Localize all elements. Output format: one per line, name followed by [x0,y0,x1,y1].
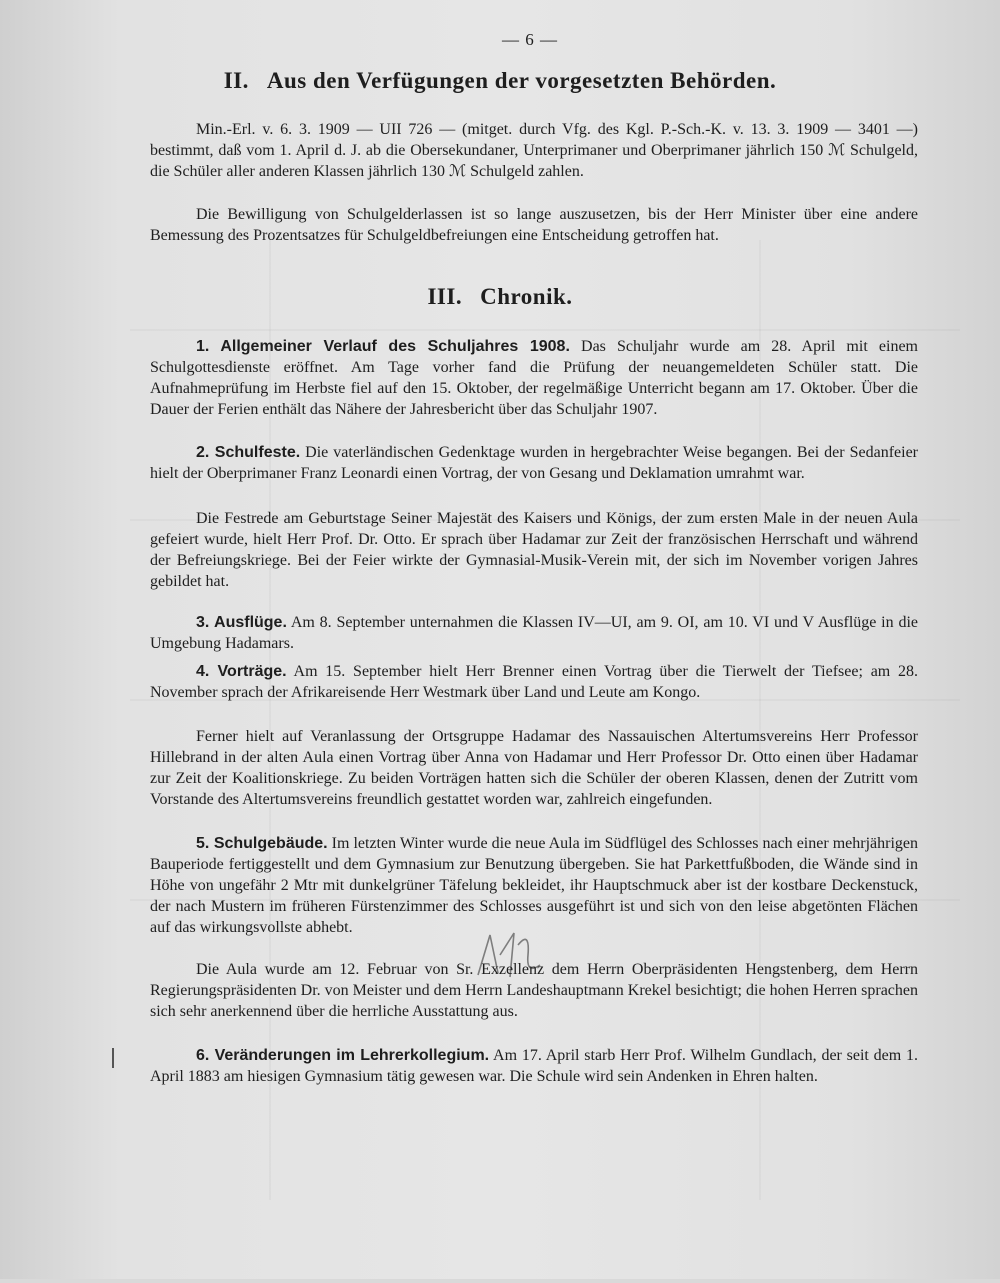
section-2-paragraph-1: Min.-Erl. v. 6. 3. 1909 — UII 726 — (mitget. durch Vfg. des Kgl. P.-Sch.-K. v. 13. 3. 1909 — 3401 —) bestimmt, daß vom 1. April d. J. ab die Obersekundaner, Unterprimaner und Oberprimaner jährlich 150 ℳ Schulgeld, die Schüler aller anderen Klassen jährlich 130 ℳ Schulgeld zahlen. [150,121,918,180]
chronik-item-2-heading: 2. Schulfeste. [196,444,301,461]
section-3-title: Chronik. [480,284,573,309]
chronik-item-1-heading: 1. Allgemeiner Verlauf des Schuljahres 1908. [196,338,570,355]
chronik-item-4 [150,661,918,703]
chronik-item-2-text: Die vaterländischen Gedenktage wurden in hergebrachter Weise begangen. Bei der Sedanfeier hielt der Oberprimaner Franz Leonardi einen Vortrag, der von Gesang und Deklamation umrahmt war. [150,444,918,482]
chronik-item-5 [150,833,918,938]
chronik-item-6 [150,1045,918,1087]
page-number: — 6 — [502,30,558,49]
chronik-item-1 [150,336,918,420]
section-3-heading [0,284,1000,310]
chronik-item-2 [150,442,918,484]
chronik-item-4b-text: Ferner hielt auf Veranlassung der Ortsgruppe Hadamar des Nassauischen Altertumsvereins Herr Professor Hillebrand in der alten Aula einen Vortrag über Anna von Hadamar und Herr Professor Dr. Otto einen über Hadamar zur Zeit der Koalitionskriege. Zu beiden Vorträgen hatten sich die Schüler der oberen Klassen, denen der Zutritt vom Vorstande des Altertumsvereins freundlich gestattet worden war, zahlreich eingefunden. [150,728,918,808]
section-2-heading [0,68,1000,94]
chronik-item-4-text: Am 15. September hielt Herr Brenner einen Vortrag über die Tierwelt der Tiefsee; am 28. November sprach der Afrikareisende Herr Westmark über Land und Leute am Kongo. [150,663,919,701]
chronik-item-6-text: Am 17. April starb Herr Prof. Wilhelm Gundlach, der seit dem 1. April 1883 am hiesigen Gymnasium tätig gewesen war. Die Schule wird sein Andenken in Ehren halten. [150,1047,919,1085]
chronik-item-4-continued [150,726,918,810]
section-2-paragraph-2: Die Bewilligung von Schulgelderlassen ist so lange auszusetzen, bis der Herr Minister über eine andere Bemessung des Prozentsatzes für Schulgeldbefreiungen eine Entscheidung getroffen hat. [150,206,918,244]
chronik-item-5-text: Im letzten Winter wurde die neue Aula im Südflügel des Schlosses nach einer mehrjährigen Bauperiode fertiggestellt und dem Gymnasium zur Benutzung übergeben. Sie hat Parkettfußboden, die Wände sind in Höhe von ungefähr 2 Mtr mit dunkelgrüner Täfelung bekleidet, ihr Hauptschmuck aber ist der kostbare Deckenstuck, der nach Mustern im früheren Fürstenzimmer des Schlosses ausgeführt ist und sich von den leise abgetönten Flächen auf das wirkungsvollste abhebt. [150,835,919,936]
chronik-item-2b-text: Die Festrede am Geburtstage Seiner Majestät des Kaisers und Königs, der zum ersten Male in der neuen Aula gefeiert wurde, hielt Herr Prof. Dr. Otto. Er sprach über Hadamar zur Zeit der französischen Herrschaft und während der Befreiungskriege. Bei der Feier wirkte der Gymnasial-Musik-Verein mit, der sich im November vorigen Jahres gebildet hat. [150,510,918,590]
chronik-item-5-heading: 5. Schulgebäude. [196,835,328,852]
chronik-item-1-text: Das Schuljahr wurde am 28. April mit einem Schulgottesdienste eröffnet. Am Tage vorher fand die Prüfung der neuangemeldeten Schüler statt. Die Aufnahmeprüfung im Herbste fiel auf den 15. Oktober, der regelmäßige Unterricht begann am 17. Oktober. Über die Dauer der Ferien enthält das Nähere der Jahresbericht über das Schuljahr 1907. [150,338,918,418]
section-3-number: III. [427,284,463,309]
chronik-item-3-heading: 3. Ausflüge. [196,614,287,631]
section-2-number: II. [223,68,249,93]
chronik-item-5b-text: Die Aula wurde am 12. Februar von Sr. Exzellenz dem Herrn Oberpräsidenten Hengstenberg, dem Herrn Regierungspräsidenten Dr. von Meister und dem Herrn Landeshauptmann Krekel besichtigt; die hohen Herren sprachen sich sehr anerkennend über die herrliche Ausstattung aus. [150,961,918,1020]
chronik-item-2-continued [150,508,918,592]
pencil-scribble-icon [470,925,550,985]
chronik-item-6-heading: 6. Veränderungen im Lehrerkollegium. [196,1047,490,1064]
margin-pencil-mark [112,1048,114,1068]
section-2-title: Aus den Verfügungen der vorgesetzten Behörden. [266,68,777,93]
chronik-item-4-heading: 4. Vorträge. [196,663,287,680]
chronik-item-3-text: Am 8. September unternahmen die Klassen IV—UI, am 9. OI, am 10. VI und V Ausflüge in die Umgebung Hadamars. [150,614,918,652]
chronik-item-3 [150,612,918,654]
